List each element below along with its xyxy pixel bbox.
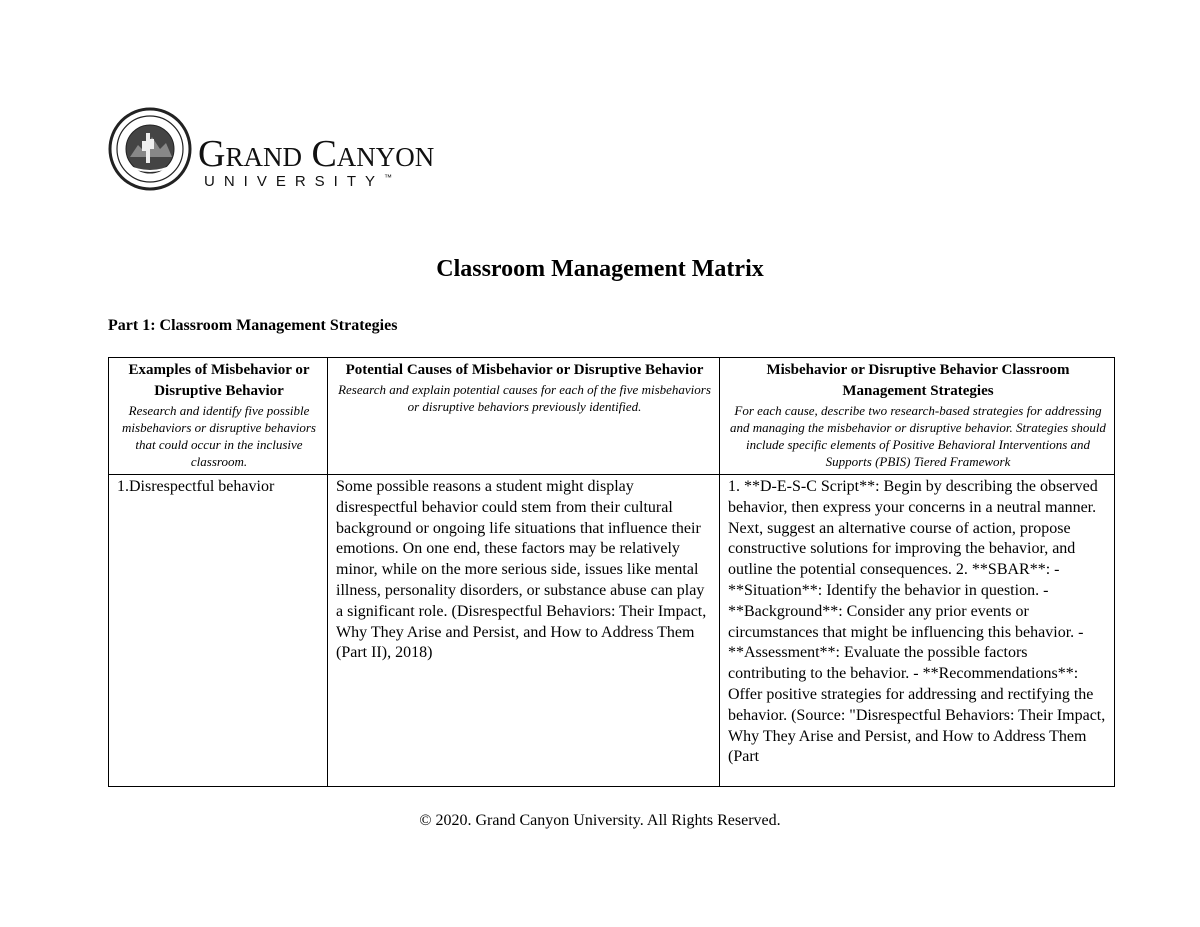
- header-instructions: For each cause, describe two research-based strategies for addressing and managing the misbehavior or disruptive behavior. Strategies should include specific elements of Positive Behavioral Interventions and Supports (PBIS) Tiered Framework: [730, 403, 1106, 469]
- header-title: Potential Causes of Misbehavior or Disruptive Behavior: [345, 362, 704, 378]
- header-cell-strategies: [720, 358, 1115, 475]
- page-title: Classroom Management Matrix: [436, 256, 764, 282]
- table-header-row: [109, 358, 1115, 475]
- header-cell-examples: [109, 358, 328, 475]
- cell-example: 1.Disrespectful behavior: [109, 475, 328, 787]
- header-instructions: Research and explain potential causes for each of the five misbehaviors or disruptive behaviors previously identified.: [338, 382, 711, 414]
- copyright-footer: © 2020. Grand Canyon University. All Rights Reserved.: [419, 812, 781, 829]
- header-title: Examples of Misbehavior or Disruptive Behavior: [128, 362, 310, 399]
- table-row: [109, 475, 1115, 787]
- cell-causes: Some possible reasons a student might display disrespectful behavior could stem from their cultural background or ongoing life situations that influence their emotions. On one end, these factors may be relatively minor, while on the more serious side, issues like mental illness, personality disorders, or substance abuse can play a significant role. (Disrespectful Behaviors: Their Impact, Why They Arise and Persist, and How to Address Them (Part II), 2018): [328, 475, 720, 787]
- part-heading: Part 1: Classroom Management Strategies: [108, 317, 398, 334]
- matrix-table: [108, 357, 1115, 787]
- header-instructions: Research and identify five possible misbehaviors or disruptive behaviors that could occur in the inclusive classroom.: [122, 403, 316, 469]
- cell-strategies: 1. **D-E-S-C Script**: Begin by describing the observed behavior, then express your concerns in a neutral manner. Next, suggest an alternative course of action, propose constructive solutions for improving the behavior, and outline the potential consequences. 2. **SBAR**: - **Situation**: Identify the behavior in question. - **Background**: Consider any prior events or circumstances that might be influencing this behavior. - **Assessment**: Evaluate the possible factors contributing to the behavior. - **Recommendations**: Offer positive strategies for addressing and rectifying the behavior. (Source: "Disrespectful Behaviors: Their Impact, Why They Arise and Persist, and How to Address Them (Part: [720, 475, 1115, 787]
- university-seal-icon: [108, 107, 192, 191]
- university-logo: [108, 107, 478, 197]
- header-cell-causes: [328, 358, 720, 475]
- logo-subtitle: UNIVERSITY™: [204, 173, 393, 190]
- logo-wordmark: Grand Canyon: [198, 133, 435, 175]
- header-title: Misbehavior or Disruptive Behavior Classroom Management Strategies: [766, 362, 1070, 399]
